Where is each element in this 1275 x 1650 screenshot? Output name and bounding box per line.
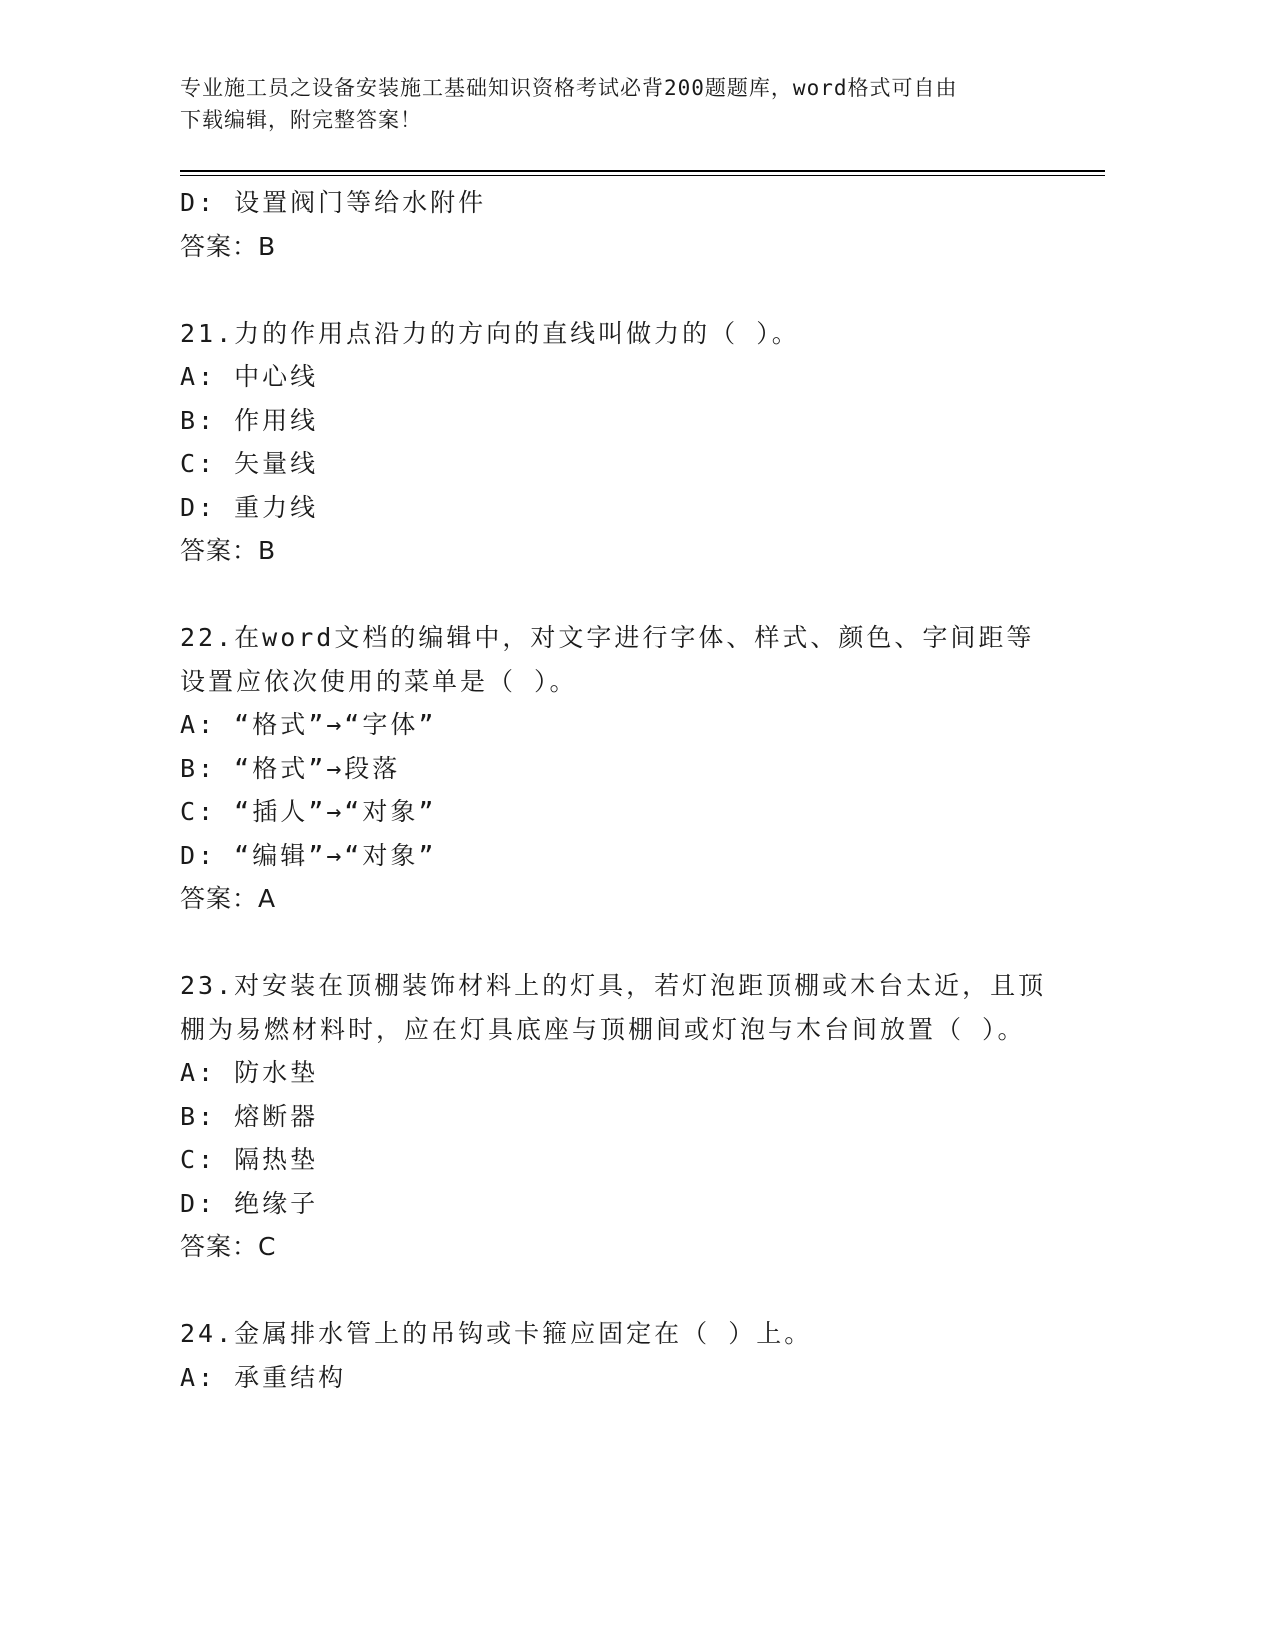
document-header [180, 72, 1060, 136]
answer-line: 答案：C [180, 1232, 277, 1261]
option-a: A: 防水垫 [180, 1058, 319, 1087]
spacer [180, 573, 1060, 617]
question-24 [180, 1312, 1060, 1399]
answer-line: 答案：A [180, 884, 277, 913]
option-c: C: 矢量线 [180, 449, 319, 478]
question-22 [180, 616, 1060, 921]
question-stem: 23.对安装在顶棚装饰材料上的灯具，若灯泡距顶棚或木台太近，且顶 [180, 971, 1047, 1000]
question-23 [180, 964, 1060, 1269]
option-d: D: “编辑”→“对象” [180, 840, 437, 870]
question-stem-continued: 设置应依次使用的菜单是（ ）。 [180, 666, 578, 696]
answer-line: 答案：B [180, 231, 277, 261]
option-a: A: 中心线 [180, 362, 319, 391]
question-stem: 24.金属排水管上的吊钩或卡箍应固定在（ ）上。 [180, 1319, 813, 1348]
option-d: D: 重力线 [180, 492, 319, 522]
answer-line: 答案：B [180, 536, 277, 565]
option-a: A: 承重结构 [180, 1362, 347, 1392]
header-divider-thin [180, 175, 1105, 176]
question-content [180, 181, 1060, 1399]
header-line-2: 下载编辑，附完整答案！ [180, 108, 422, 132]
option-b: B: “格式”→段落 [180, 753, 401, 783]
question-stem-continued: 棚为易燃材料时，应在灯具底座与顶棚间或灯泡与木台间放置（ ）。 [180, 1014, 1026, 1044]
option-c: C: “插人”→“对象” [180, 797, 437, 826]
question-stem: 21.力的作用点沿力的方向的直线叫做力的（ ）。 [180, 318, 800, 348]
spacer [180, 268, 1060, 312]
question-21 [180, 312, 1060, 573]
option-d: D: 绝缘子 [180, 1188, 319, 1218]
header-line-1: 专业施工员之设备安装施工基础知识资格考试必背200题题库，word格式可自由 [180, 76, 958, 100]
option-b: B: 熔断器 [180, 1101, 319, 1131]
option-c: C: 隔热垫 [180, 1145, 319, 1174]
header-divider-thick [180, 170, 1105, 172]
option-b: B: 作用线 [180, 405, 319, 435]
option-d: D: 设置阀门等给水附件 [180, 188, 487, 217]
option-a: A: “格式”→“字体” [180, 710, 437, 739]
spacer [180, 921, 1060, 965]
spacer [180, 1269, 1060, 1313]
question-stem: 22.在word文档的编辑中，对文字进行字体、样式、颜色、字间距等 [180, 623, 1035, 652]
